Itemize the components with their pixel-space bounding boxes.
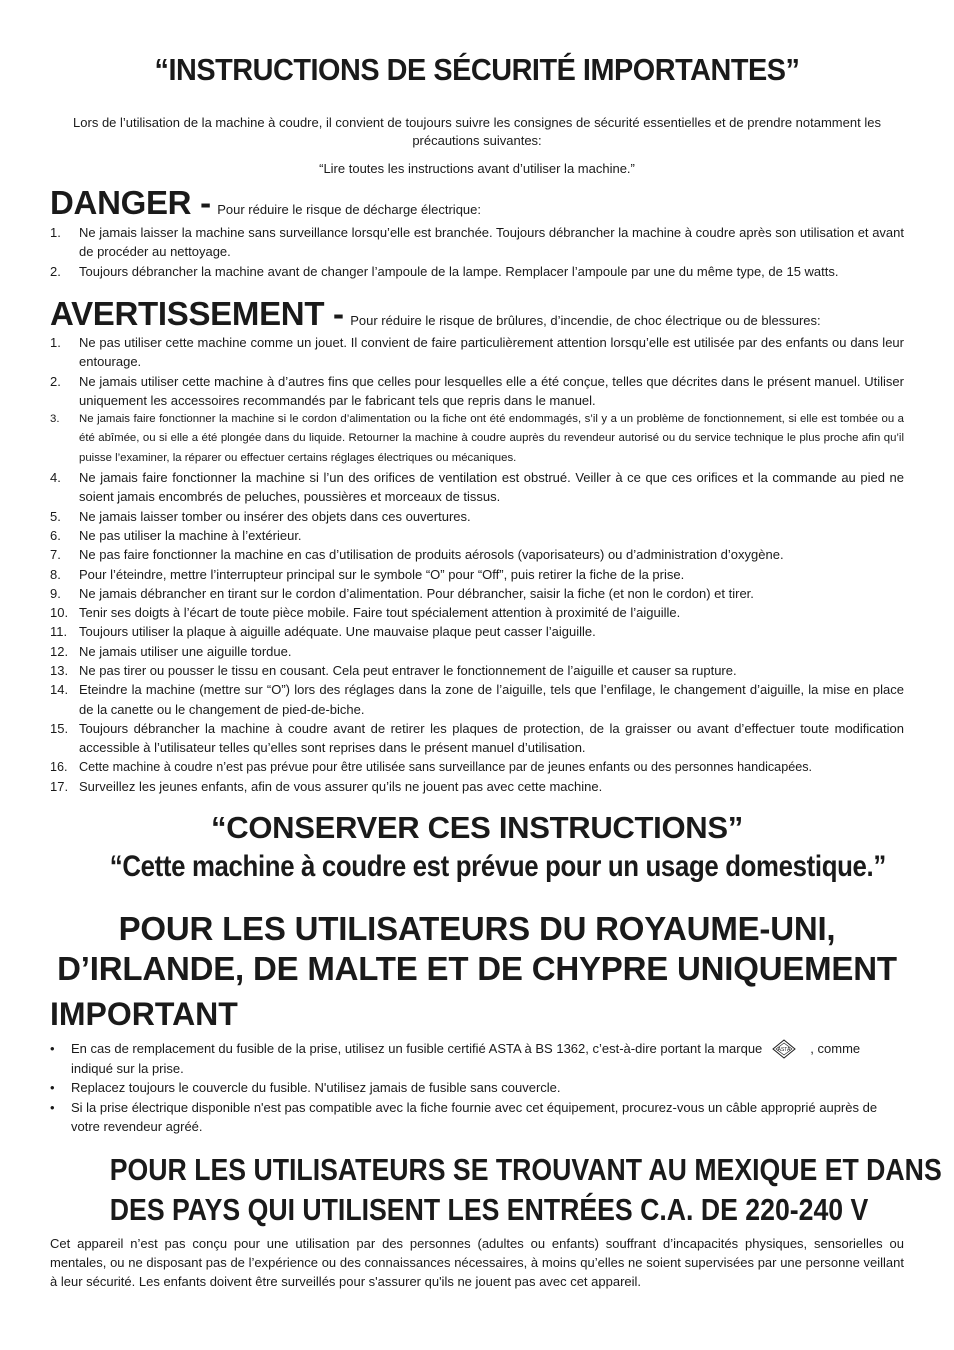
list-item	[50, 758, 904, 777]
item-text: Ne jamais faire fonctionner la machine si l’un des orifices de ventilation est obstrué. Veiller à ce que ces orifices et la commande au pied ne soient jamais encombrés de peluches, poussières et morceaux de tissus.	[79, 470, 904, 505]
item-text: Ne pas tirer ou pousser le tissu en cousant. Cela peut entraver le fonctionnement de l’aiguille et causer sa rupture.	[79, 663, 737, 679]
item-text: Ne pas utiliser cette machine comme un jouet. Il convient de faire particulièrement attention lorsqu’elle est utilisée par des enfants ou dans leur entourage.	[79, 335, 904, 370]
item-text: Tenir ses doigts à l’écart de toute pièce mobile. Faire tout spécialement attention à proximité de l’aiguille.	[79, 605, 681, 621]
uk-heading-line1: POUR LES UTILISATEURS DU ROYAUME-UNI,	[118, 910, 836, 947]
list-item	[50, 565, 904, 584]
important-heading: IMPORTANT	[50, 996, 238, 1032]
warning-heading: AVERTISSEMENT -	[50, 295, 344, 332]
mexico-heading-line2: DES PAYS QUI UTILISENT LES ENTRÉES C.A. DE 220-240 V	[109, 1192, 869, 1227]
asta-mark-icon	[772, 1039, 796, 1059]
danger-subtitle: Pour réduire le risque de décharge électrique:	[217, 202, 481, 217]
danger-list	[50, 223, 904, 281]
list-item	[50, 262, 904, 281]
bullet-text: En cas de remplacement du fusible de la prise, utilisez un fusible certifié ASTA à BS 1362, c’est-à-dire portant la marque	[71, 1041, 763, 1056]
item-number: 14.	[50, 682, 69, 698]
warning-heading-row	[50, 295, 904, 333]
asta-logo-text: ASTA	[777, 1047, 791, 1053]
item-number: 15.	[50, 720, 69, 736]
warning-subtitle: Pour réduire le risque de brûlures, d’incendie, de choc électrique ou de blessures:	[350, 313, 821, 328]
list-item	[50, 545, 904, 564]
bullet-point: •	[50, 1041, 55, 1056]
item-number: 16.	[50, 759, 68, 774]
list-item	[50, 1039, 904, 1078]
intro-quote: “Lire toutes les instructions avant d’utiliser la machine.”	[319, 161, 635, 176]
domestic-use-heading: “Cette machine à coudre est prévue pour un usage domestique.”	[109, 850, 886, 883]
item-text: Ne pas faire fonctionner la machine en cas d’utilisation de produits aérosols (vaporisateurs) ou d’administration d’oxygène.	[79, 547, 784, 563]
list-item	[50, 661, 904, 680]
bullet-text: Si la prise électrique disponible n'est pas compatible avec la fiche fournie avec cet équipement, procurez-vous un câble approprié auprès de votre revendeur agréé.	[71, 1099, 878, 1134]
item-text: Ne jamais utiliser une aiguille tordue.	[79, 643, 292, 659]
item-text: Toujours utiliser la plaque à aiguille adéquate. Une mauvaise plaque peut casser l’aiguille.	[79, 624, 596, 640]
list-item	[50, 642, 904, 661]
bullet-text: Replacez toujours le couvercle du fusible. N'utilisez jamais de fusible sans couvercle.	[71, 1080, 561, 1096]
list-item	[50, 680, 904, 719]
intro-text: Lors de l’utilisation de la machine à coudre, il convient de toujours suivre les consignes de sécurité essentielles et de prendre notamment les précautions suivantes:	[73, 115, 881, 148]
item-text: Ne jamais laisser tomber ou insérer des objets dans ces ouvertures.	[79, 508, 471, 524]
item-number: 1.	[50, 225, 61, 240]
danger-heading: DANGER -	[50, 184, 211, 221]
list-item	[50, 410, 904, 468]
item-number: 2.	[50, 373, 61, 389]
item-text: Ne jamais faire fonctionner la machine si le cordon d’alimentation ou la fiche ont été endommagés, s’il y a un problème de fonctionnement, si elle est tombée ou a été abîmée, ou si elle a été plongée dans du liquide. Retourner la machine à coudre auprès du revendeur autorisé ou du service technique le plus proche afin qu’il puisse l’examiner, la réparer ou effectuer certains réglages électriques ou mécaniques.	[79, 413, 904, 464]
bullet-point: •	[50, 1099, 55, 1115]
list-item	[50, 622, 904, 641]
item-number: 4.	[50, 470, 61, 486]
bullet-point: •	[50, 1080, 55, 1096]
item-number: 10.	[50, 605, 69, 621]
item-number: 12.	[50, 643, 69, 659]
item-number: 9.	[50, 585, 61, 601]
item-text: Ne pas utiliser la machine à l’extérieur.	[79, 527, 302, 543]
bullet-text-after: , comme indiqué sur la prise.	[71, 1041, 861, 1076]
item-text: Eteindre la machine (mettre sur “O”) lors des réglages dans la zone de l’aiguille, tels que l’enfilage, le changement d’aiguille, la mise en place de la canette ou le changement de pied-de-biche.	[79, 682, 904, 717]
important-list	[50, 1039, 904, 1136]
list-item	[50, 223, 904, 262]
item-text: Ne jamais laisser la machine sans surveillance lorsqu’elle est branchée. Toujours débrancher la machine à coudre après son utilisation et avant de procéder au nettoyage.	[79, 225, 904, 260]
warning-list	[50, 333, 904, 796]
conserver-heading: “CONSERVER CES INSTRUCTIONS”	[211, 810, 743, 845]
item-number: 13.	[50, 663, 69, 679]
item-text: Cette machine à coudre n’est pas prévue pour être utilisée sans surveillance par de jeunes enfants ou des personnes handicapées.	[79, 759, 812, 774]
item-text: Toujours débrancher la machine avant de changer l’ampoule de la lampe. Remplacer l’ampoule par une du même type, de 15 watts.	[79, 263, 839, 279]
item-number: 6.	[50, 527, 61, 543]
uk-heading-line2: D’IRLANDE, DE MALTE ET DE CHYPRE UNIQUEMENT	[57, 950, 897, 987]
page-title: “INSTRUCTIONS DE SÉCURITÉ IMPORTANTES”	[154, 52, 800, 87]
danger-heading-row	[50, 184, 904, 222]
list-item	[50, 468, 904, 507]
list-item	[50, 603, 904, 622]
item-number: 2.	[50, 263, 61, 279]
item-number: 7.	[50, 547, 61, 563]
list-item	[50, 333, 904, 372]
item-number: 1.	[50, 335, 61, 350]
item-number: 8.	[50, 566, 61, 582]
closing-paragraph: Cet appareil n’est pas conçu pour une utilisation par des personnes (adultes ou enfants) souffrant d’incapacités physiques, sensorielles ou mentales, ou ne disposant pas de l’expérience ou des connaissances nécessaires, à moins qu’elles ne soient supervisées par une personne veillant à leur sécurité. Les enfants doivent être surveillés pour s'assurer qu'ils ne jouent pas avec cet appareil.	[50, 1236, 904, 1289]
list-item	[50, 584, 904, 603]
item-text: Ne jamais débrancher en tirant sur le cordon d’alimentation. Pour débrancher, saisir la fiche (et non le cordon) et tirer.	[79, 585, 754, 601]
item-number: 5.	[50, 508, 61, 524]
list-item	[50, 372, 904, 411]
item-number: 11.	[50, 624, 68, 640]
item-text: Surveillez les jeunes enfants, afin de vous assurer qu’ils ne jouent pas avec cette machine.	[79, 778, 603, 794]
list-item	[50, 526, 904, 545]
item-number: 17.	[50, 778, 69, 794]
item-text: Ne jamais utiliser cette machine à d’autres fins que celles pour lesquelles elle a été conçue, telles que décrites dans le présent manuel. Utiliser uniquement les accessoires recommandés par le fabricant tels que repris dans le manuel.	[79, 373, 904, 408]
list-item	[50, 1078, 904, 1097]
list-item	[50, 507, 904, 526]
item-text: Pour l’éteindre, mettre l’interrupteur principal sur le symbole “O” pour “Off”, puis retirer la fiche de la prise.	[79, 566, 685, 582]
list-item	[50, 1098, 904, 1137]
list-item	[50, 777, 904, 796]
item-text: Toujours débrancher la machine à coudre avant de retirer les plaques de protection, de la graisser ou avant d’effectuer toute modification accessible à l’utilisateur telles qu’elles sont reprises dans le présent manuel d’utilisation.	[79, 720, 904, 756]
item-number: 3.	[50, 413, 60, 426]
list-item	[50, 719, 904, 758]
mexico-heading-line1: POUR LES UTILISATEURS SE TROUVANT AU MEXIQUE ET DANS	[109, 1152, 942, 1187]
